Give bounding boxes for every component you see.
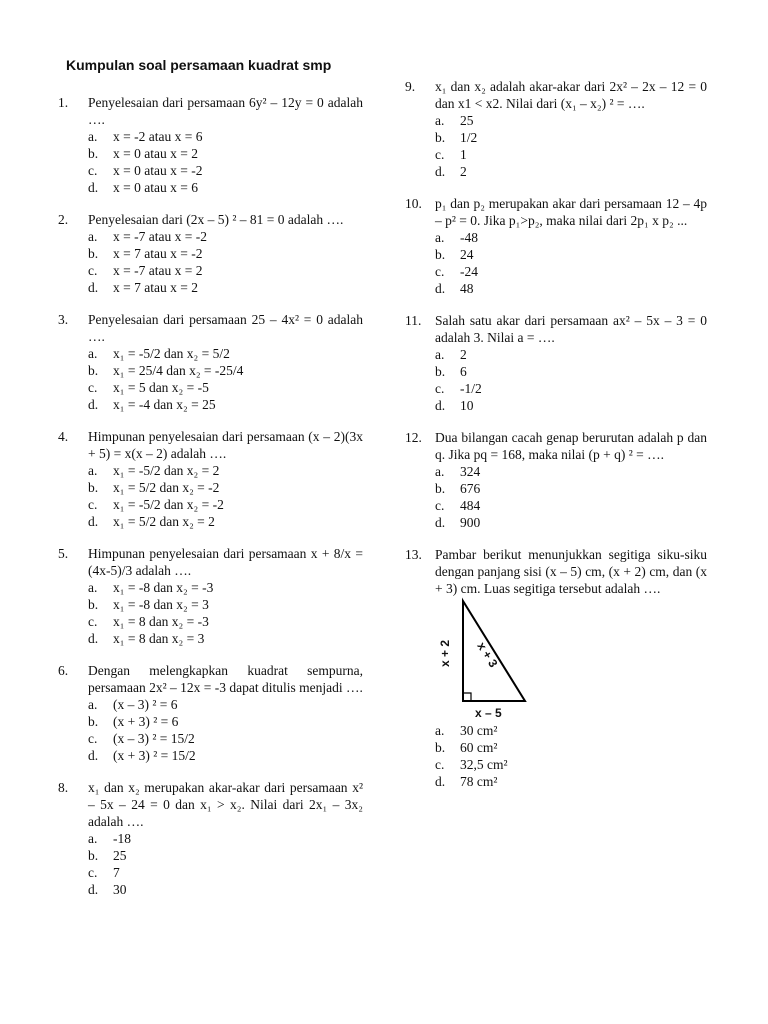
option-c: c. 484 — [435, 498, 481, 513]
question-number: 11. — [405, 313, 422, 328]
option-a: a. x₁ = -5/2 dan x₂ = 2 — [88, 463, 220, 478]
option-a: a. 30 cm² — [435, 723, 498, 738]
option-c: c. x₁ = 5 dan x₂ = -5 — [88, 380, 209, 395]
question-text: Penyelesaian dari (2x – 5) ² – 81 = 0 adalah …. — [88, 212, 344, 227]
option-a: a. x₁ = -8 dan x₂ = -3 — [88, 580, 214, 595]
side-label-left: x + 2 — [438, 639, 452, 667]
question-6 — [58, 662, 363, 764]
right-triangle-figure — [435, 597, 575, 722]
page-title: Kumpulan soal persamaan kuadrat smp — [66, 57, 332, 73]
option-a: a. 2 — [435, 347, 467, 362]
left-column — [58, 94, 363, 913]
option-b: b. 6 — [435, 364, 467, 379]
question-text: Penyelesaian dari persamaan 6y² – 12y = 0 adalah …. — [88, 95, 363, 127]
option-c: c. x₁ = 8 dan x₂ = -3 — [88, 614, 209, 629]
question-number: 9. — [405, 79, 416, 94]
option-b: b. x₁ = -8 dan x₂ = 3 — [88, 597, 209, 612]
option-a: a. 25 — [435, 113, 474, 128]
option-a: a. x₁ = -5/2 dan x₂ = 5/2 — [88, 346, 230, 361]
question-number: 10. — [405, 196, 422, 211]
question-text: Dua bilangan cacah genap berurutan adalah p dan q. Jika pq = 168, maka nilai (p + q) ² = …. — [435, 430, 707, 462]
triangle-diagram — [435, 597, 575, 722]
option-d: d. x = 7 atau x = 2 — [88, 280, 198, 295]
question-1 — [58, 94, 363, 196]
question-number: 1. — [58, 95, 69, 110]
question-text: Penyelesaian dari persamaan 25 – 4x² = 0 adalah …. — [88, 312, 363, 344]
question-number: 3. — [58, 312, 69, 327]
question-3 — [58, 311, 363, 413]
option-b: b. 24 — [435, 247, 474, 262]
option-d: d. (x + 3) ² = 15/2 — [88, 748, 196, 763]
option-d: d. x₁ = -4 dan x₂ = 25 — [88, 397, 216, 412]
option-c: c. 1 — [435, 147, 467, 162]
question-text: p₁ dan p₂ merupakan akar dari persamaan 12 – 4p – p² = 0. Jika p₁>p₂, maka nilai dari 2p₁ x p₂ ... — [435, 196, 707, 228]
question-text: Salah satu akar dari persamaan ax² – 5x – 3 = 0 adalah 3. Nilai a = …. — [435, 313, 707, 345]
option-b: b. x₁ = 25/4 dan x₂ = -25/4 — [88, 363, 244, 378]
option-c: c. x = -7 atau x = 2 — [88, 263, 203, 278]
option-b: b. 676 — [435, 481, 481, 496]
option-c: c. 32,5 cm² — [435, 757, 508, 772]
option-a: a. -18 — [88, 831, 131, 846]
question-text: Pambar berikut menunjukkan segitiga siku-siku dengan panjang sisi (x – 5) cm, (x + 2) cm, dan (x + 3) cm. Luas segitiga tersebut adalah …. — [435, 547, 707, 596]
question-number: 8. — [58, 780, 69, 795]
option-c: c. -24 — [435, 264, 478, 279]
option-a: a. x = -2 atau x = 6 — [88, 129, 203, 144]
question-text: Himpunan penyelesaian dari persamaan x + 8/x = (4x-5)/3 adalah …. — [88, 546, 363, 578]
option-b: b. (x + 3) ² = 6 — [88, 714, 179, 729]
question-8 — [58, 779, 363, 898]
option-c: c. x₁ = -5/2 dan x₂ = -2 — [88, 497, 224, 512]
question-12 — [405, 429, 707, 531]
option-c: c. x = 0 atau x = -2 — [88, 163, 203, 178]
question-4 — [58, 428, 363, 530]
question-11 — [405, 312, 707, 414]
option-b: b. x₁ = 5/2 dan x₂ = -2 — [88, 480, 220, 495]
question-number: 13. — [405, 547, 422, 562]
option-d: d. 2 — [435, 164, 467, 179]
side-label-hypotenuse: x + 3 — [474, 639, 501, 670]
option-c: c. (x – 3) ² = 15/2 — [88, 731, 195, 746]
question-2 — [58, 211, 363, 296]
option-b: b. 25 — [88, 848, 127, 863]
option-a: a. (x – 3) ² = 6 — [88, 697, 178, 712]
question-number: 12. — [405, 430, 422, 445]
option-c: c. 7 — [88, 865, 120, 880]
question-13 — [405, 546, 707, 790]
option-d: d. 900 — [435, 515, 481, 530]
side-label-bottom: x – 5 — [475, 706, 502, 720]
question-text: x₁ dan x₂ adalah akar-akar dari 2x² – 2x – 12 = 0 dan x1 < x2. Nilai dari (x₁ – x₂) ² = …. — [435, 79, 707, 111]
question-number: 4. — [58, 429, 69, 444]
option-a: a. x = -7 atau x = -2 — [88, 229, 207, 244]
option-b: b. x = 0 atau x = 2 — [88, 146, 198, 161]
option-b: b. 1/2 — [435, 130, 478, 145]
option-d: d. 10 — [435, 398, 474, 413]
question-number: 6. — [58, 663, 69, 678]
question-text: Dengan melengkapkan kuadrat sempurna, persamaan 2x² – 12x = -3 dapat ditulis menjadi …. — [88, 663, 363, 695]
option-d: d. 48 — [435, 281, 474, 296]
option-b: b. x = 7 atau x = -2 — [88, 246, 203, 261]
question-text: x₁ dan x₂ merupakan akar-akar dari persamaan x² – 5x – 24 = 0 dan x₁ > x₂. Nilai dari 2x₁ – 3x₂ adalah …. — [88, 780, 363, 829]
option-a: a. 324 — [435, 464, 481, 479]
option-c: c. -1/2 — [435, 381, 482, 396]
question-text: Himpunan penyelesaian dari persamaan (x – 2)(3x + 5) = x(x – 2) adalah …. — [88, 429, 363, 461]
option-d: d. x = 0 atau x = 6 — [88, 180, 198, 195]
question-9 — [405, 78, 707, 180]
option-d: d. x₁ = 8 dan x₂ = 3 — [88, 631, 205, 646]
option-b: b. 60 cm² — [435, 740, 498, 755]
question-number: 2. — [58, 212, 69, 227]
right-column — [405, 78, 707, 805]
option-d: d. 78 cm² — [435, 774, 498, 789]
option-d: d. x₁ = 5/2 dan x₂ = 2 — [88, 514, 215, 529]
option-d: d. 30 — [88, 882, 127, 897]
question-10 — [405, 195, 707, 297]
question-number: 5. — [58, 546, 69, 561]
question-5 — [58, 545, 363, 647]
option-a: a. -48 — [435, 230, 478, 245]
